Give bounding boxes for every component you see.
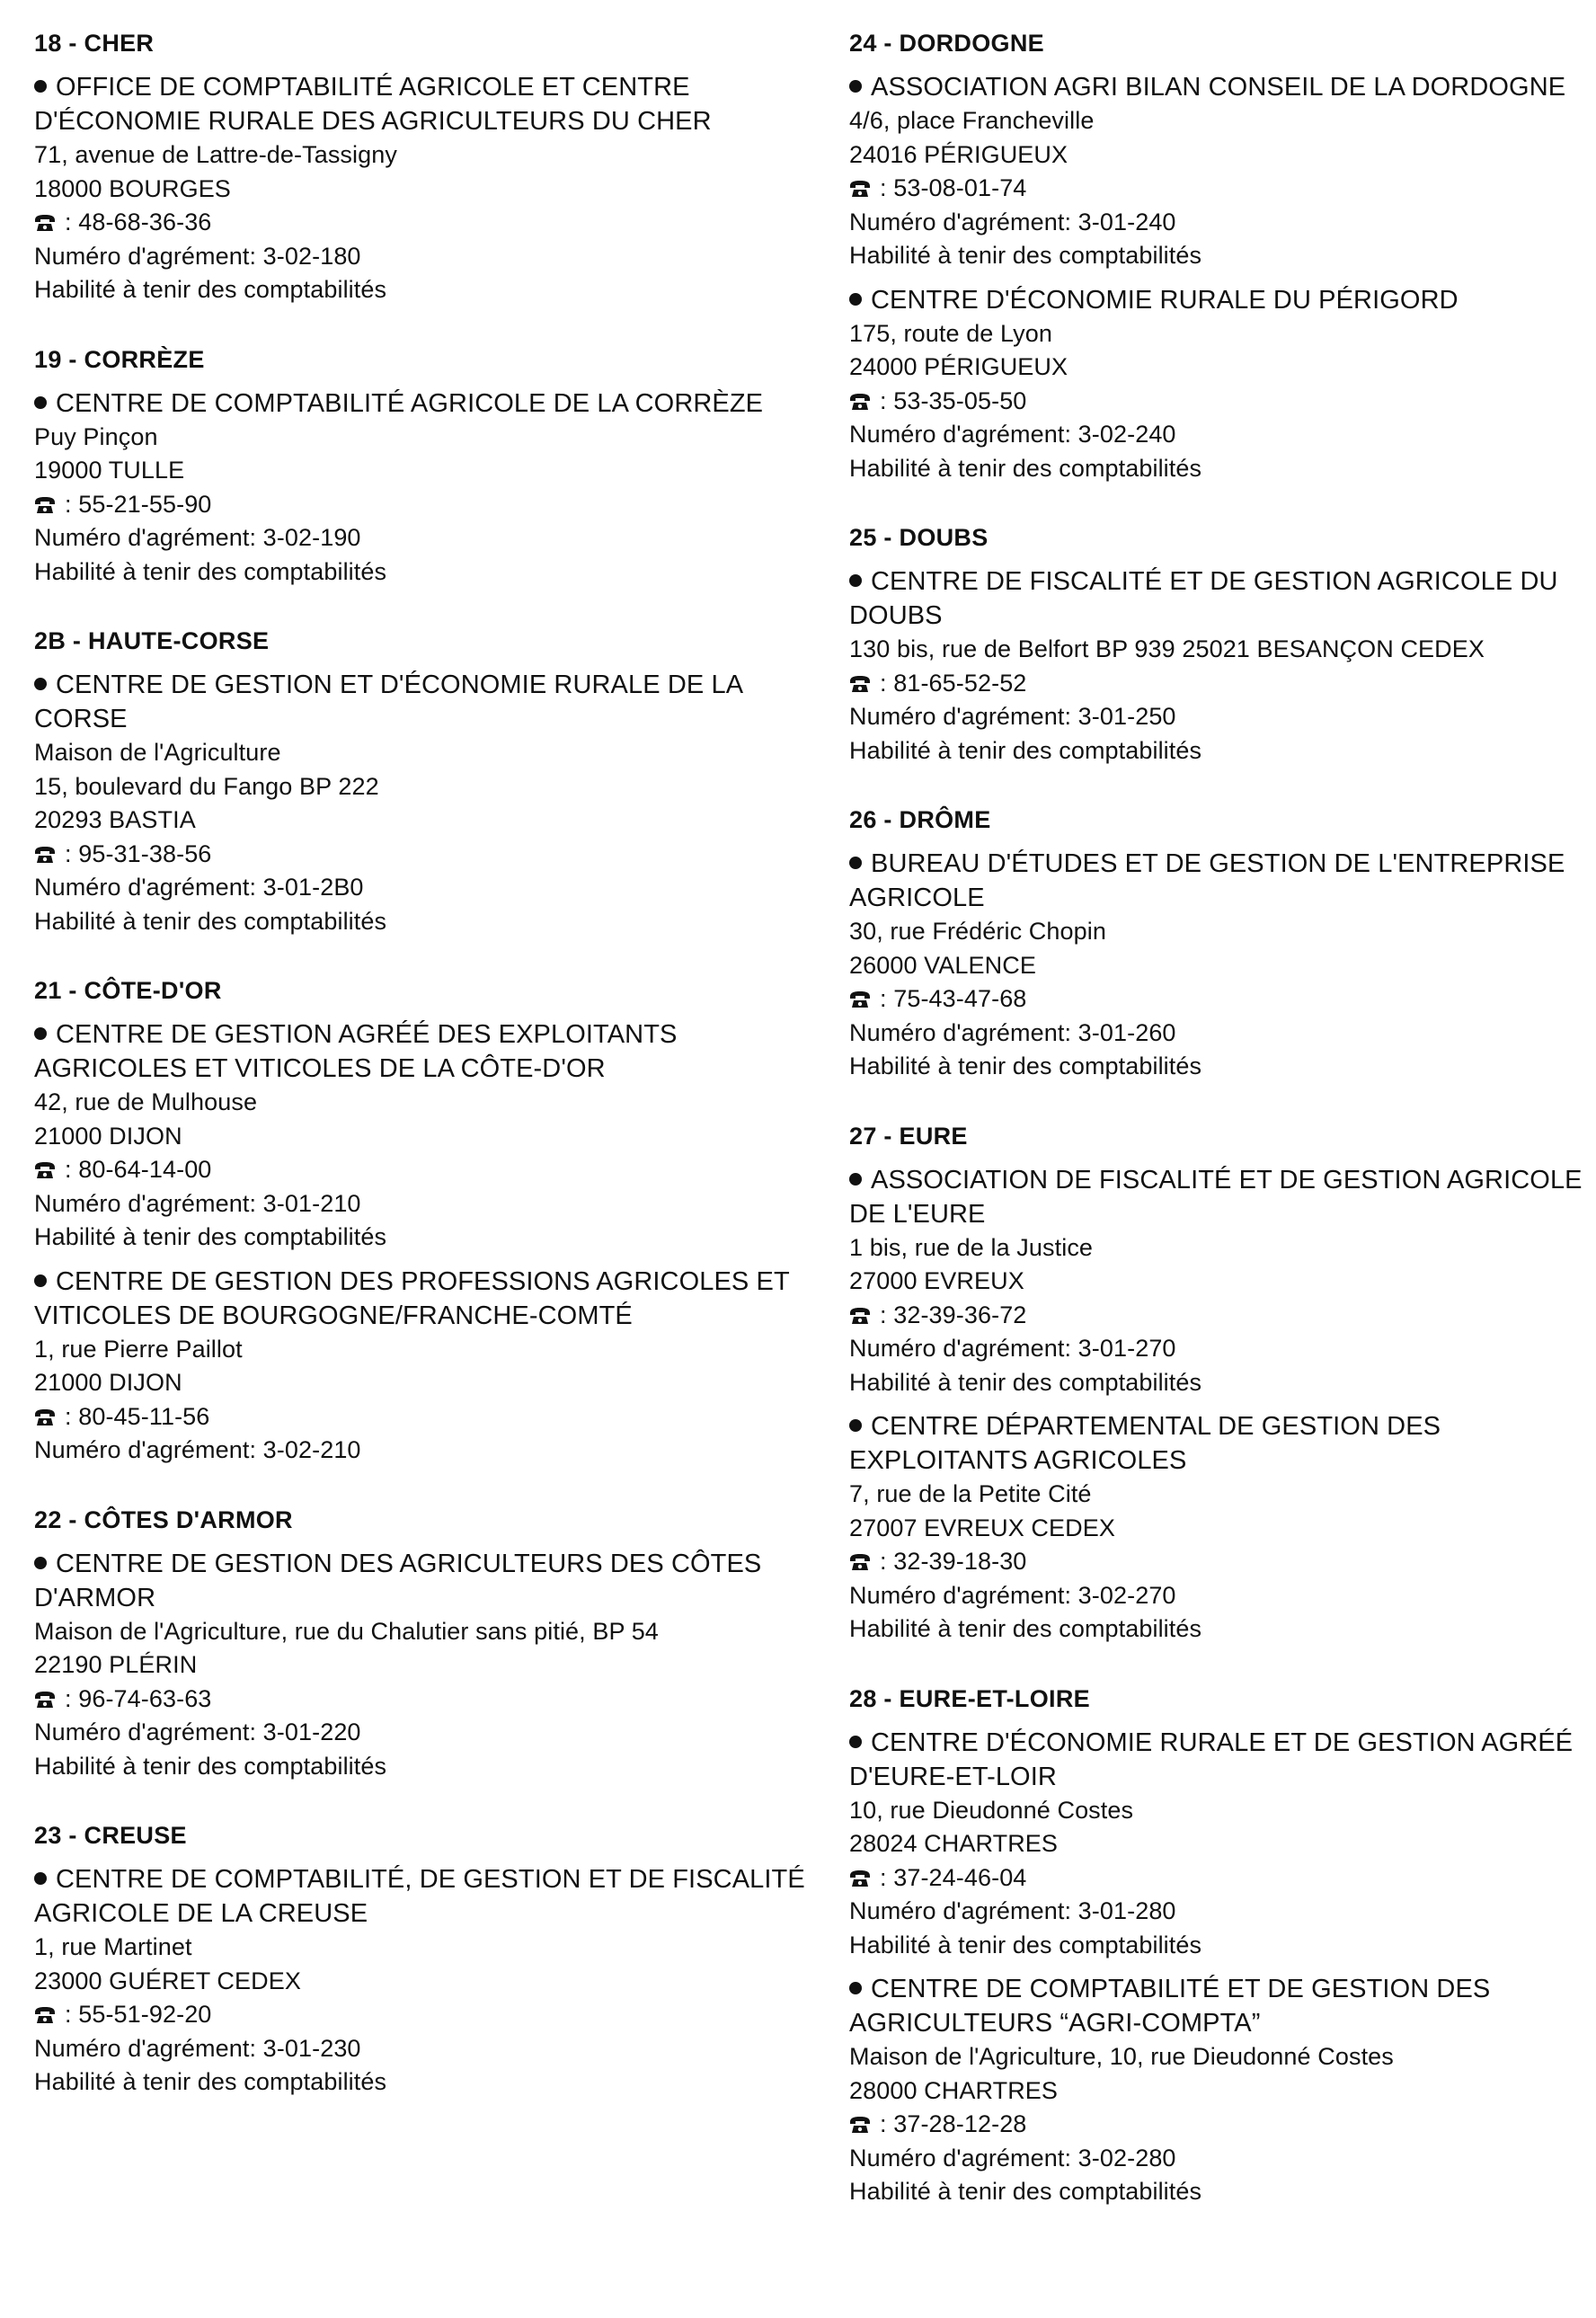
- organization-name: OFFICE DE COMPTABILITÉ AGRICOLE ET CENTRE D'ÉCONOMIE RURALE DES AGRICULTEURS DU CHER: [34, 73, 712, 136]
- address-line: 21000 DIJON: [34, 1369, 182, 1396]
- telephone-icon: [849, 2109, 871, 2127]
- organization-entry: [849, 1972, 1596, 2209]
- organization-name-row: [849, 283, 1596, 317]
- phone-number: 37-28-12-28: [893, 2110, 1027, 2137]
- organization-entry: [849, 1163, 1596, 1400]
- agrement-number: Numéro d'agrément: 3-02-210: [34, 1436, 361, 1463]
- agrement-number: Numéro d'agrément: 3-02-280: [849, 2144, 1176, 2171]
- organization-name-row: [34, 386, 807, 421]
- phone-row: [34, 206, 807, 240]
- address-line: 24016 PÉRIGUEUX: [849, 140, 1068, 168]
- organization-entry: [849, 70, 1596, 273]
- phone-separator: :: [65, 490, 72, 518]
- agrement-number: Numéro d'agrément: 3-01-250: [849, 703, 1176, 730]
- agrement-number: Numéro d'agrément: 3-02-180: [34, 242, 361, 270]
- bullet-icon: [34, 80, 47, 93]
- address-line: 71, avenue de Lattre-de-Tassigny: [34, 141, 397, 168]
- telephone-icon: [34, 1684, 56, 1702]
- telephone-icon: [849, 386, 871, 404]
- address-line: 30, rue Frédéric Chopin: [849, 918, 1106, 945]
- address-line: 20293 BASTIA: [34, 806, 196, 833]
- organization-name-row: [849, 1972, 1596, 2040]
- organization-entry: [34, 386, 807, 590]
- department-title: 26 - DRÔME: [849, 806, 991, 833]
- phone-row: [849, 172, 1596, 206]
- phone-separator: :: [880, 1301, 887, 1328]
- department-title: 24 - DORDOGNE: [849, 30, 1044, 57]
- agrement-number: Numéro d'agrément: 3-02-240: [849, 421, 1176, 448]
- organization-name: CENTRE DE GESTION AGRÉÉ DES EXPLOITANTS AGRICOLES ET VITICOLES DE LA CÔTE-D'OR: [34, 1020, 678, 1083]
- telephone-icon: [34, 839, 56, 857]
- organization-name: BUREAU D'ÉTUDES ET DE GESTION DE L'ENTREPRISE AGRICOLE: [849, 849, 1565, 912]
- address-line: Maison de l'Agriculture, 10, rue Dieudonné Costes: [849, 2043, 1394, 2070]
- organization-entry: [849, 1409, 1596, 1647]
- bullet-icon: [34, 678, 47, 690]
- address-line: 24000 PÉRIGUEUX: [849, 353, 1068, 380]
- habilitation-text: Habilité à tenir des comptabilités: [849, 1052, 1202, 1079]
- organization-name: CENTRE DE FISCALITÉ ET DE GESTION AGRICOLE DU DOUBS: [849, 567, 1558, 630]
- habilitation-text: Habilité à tenir des comptabilités: [34, 2068, 387, 2095]
- phone-separator: :: [880, 386, 887, 414]
- phone-row: [34, 1400, 807, 1434]
- agrement-number: Numéro d'agrément: 3-01-230: [34, 2034, 361, 2062]
- organization-name-row: [34, 1862, 807, 1931]
- habilitation-text: Habilité à tenir des comptabilités: [849, 1368, 1202, 1396]
- department-title: 23 - CREUSE: [34, 1822, 187, 1849]
- phone-separator: :: [65, 2001, 72, 2028]
- telephone-icon: [34, 1155, 56, 1173]
- department-section: [849, 1683, 1596, 2209]
- phone-number: 53-08-01-74: [893, 174, 1027, 201]
- agrement-number: Numéro d'agrément: 3-01-2B0: [34, 874, 364, 901]
- organization-entry: [849, 564, 1596, 768]
- agrement-number: Numéro d'agrément: 3-02-270: [849, 1581, 1176, 1609]
- telephone-icon: [849, 1547, 871, 1565]
- phone-row: [849, 667, 1596, 701]
- bullet-icon: [849, 1982, 862, 1994]
- address-line: Puy Pinçon: [34, 422, 158, 450]
- phone-number: 75-43-47-68: [893, 985, 1027, 1012]
- telephone-icon: [849, 1301, 871, 1319]
- organization-name-row: [34, 668, 807, 736]
- phone-separator: :: [65, 1156, 72, 1183]
- organization-name-row: [34, 1547, 807, 1615]
- phone-separator: :: [880, 985, 887, 1012]
- organization-name-row: [849, 1163, 1596, 1231]
- bullet-icon: [849, 293, 862, 306]
- phone-number: 32-39-18-30: [893, 1548, 1027, 1575]
- organization-name: CENTRE DE GESTION ET D'ÉCONOMIE RURALE DE LA CORSE: [34, 671, 742, 733]
- phone-separator: :: [65, 209, 72, 235]
- address-line: 10, rue Dieudonné Costes: [849, 1796, 1134, 1824]
- department-title: 28 - EURE-ET-LOIRE: [849, 1684, 1090, 1712]
- phone-separator: :: [65, 839, 72, 867]
- organization-name-row: [849, 564, 1596, 633]
- organization-name: ASSOCIATION AGRI BILAN CONSEIL DE LA DORDOGNE: [871, 73, 1566, 102]
- phone-separator: :: [65, 1684, 72, 1712]
- organization-entry: [34, 1265, 807, 1468]
- organization-name-row: [849, 70, 1596, 104]
- habilitation-text: Habilité à tenir des comptabilités: [34, 1223, 387, 1250]
- phone-row: [849, 1545, 1596, 1579]
- telephone-icon: [849, 173, 871, 191]
- phone-number: 48-68-36-36: [78, 209, 212, 235]
- habilitation-text: Habilité à tenir des comptabilités: [34, 276, 387, 303]
- organization-name: CENTRE DE COMPTABILITÉ, DE GESTION ET DE FISCALITÉ AGRICOLE DE LA CREUSE: [34, 1865, 805, 1928]
- address-line: 15, boulevard du Fango BP 222: [34, 772, 379, 800]
- bullet-icon: [849, 1419, 862, 1432]
- phone-number: 95-31-38-56: [78, 839, 212, 867]
- agrement-number: Numéro d'agrément: 3-01-240: [849, 208, 1176, 235]
- department-title: 25 - DOUBS: [849, 524, 989, 551]
- habilitation-text: Habilité à tenir des comptabilités: [849, 454, 1202, 482]
- organization-name: CENTRE DE GESTION DES PROFESSIONS AGRICOLES ET VITICOLES DE BOURGOGNE/FRANCHE-COMTÉ: [34, 1266, 790, 1330]
- habilitation-text: Habilité à tenir des comptabilités: [849, 2178, 1202, 2205]
- phone-row: [849, 385, 1596, 419]
- telephone-icon: [849, 669, 871, 687]
- organization-entry: [849, 1726, 1596, 1963]
- address-line: 7, rue de la Petite Cité: [849, 1480, 1092, 1507]
- telephone-icon: [849, 984, 871, 1002]
- habilitation-text: Habilité à tenir des comptabilités: [849, 1615, 1202, 1642]
- telephone-icon: [849, 1863, 871, 1881]
- department-section: [34, 343, 807, 590]
- organization-entry: [34, 1862, 807, 2100]
- phone-separator: :: [880, 1548, 887, 1575]
- address-line: 22190 PLÉRIN: [34, 1651, 198, 1678]
- department-title: 19 - CORRÈZE: [34, 345, 205, 373]
- bullet-icon: [849, 80, 862, 93]
- organization-name-row: [849, 1726, 1596, 1794]
- phone-separator: :: [880, 669, 887, 697]
- agrement-number: Numéro d'agrément: 3-01-220: [34, 1719, 361, 1745]
- phone-separator: :: [880, 1863, 887, 1891]
- phone-row: [849, 2108, 1596, 2142]
- address-line: 28024 CHARTRES: [849, 1830, 1059, 1857]
- habilitation-text: Habilité à tenir des comptabilités: [849, 736, 1202, 764]
- department-section: [34, 625, 807, 938]
- organization-name: CENTRE DE COMPTABILITÉ AGRICOLE DE LA CORRÈZE: [56, 388, 764, 418]
- bullet-icon: [849, 574, 862, 587]
- organization-entry: [34, 70, 807, 307]
- habilitation-text: Habilité à tenir des comptabilités: [34, 907, 387, 935]
- department-title: 18 - CHER: [34, 30, 155, 57]
- phone-number: 81-65-52-52: [893, 669, 1027, 697]
- phone-separator: :: [880, 2110, 887, 2137]
- agrement-number: Numéro d'agrément: 3-01-280: [849, 1897, 1176, 1924]
- phone-row: [34, 1683, 807, 1717]
- organization-name-row: [34, 1017, 807, 1086]
- organization-name: CENTRE DE GESTION DES AGRICULTEURS DES CÔTES D'ARMOR: [34, 1549, 762, 1612]
- agrement-number: Numéro d'agrément: 3-02-190: [34, 524, 361, 551]
- organization-entry: [34, 1547, 807, 1784]
- department-title: 27 - EURE: [849, 1122, 968, 1150]
- phone-row: [34, 1998, 807, 2032]
- phone-number: 53-35-05-50: [893, 386, 1027, 414]
- agrement-number: Numéro d'agrément: 3-01-210: [34, 1189, 361, 1217]
- telephone-icon: [34, 2000, 56, 2018]
- bullet-icon: [34, 1872, 47, 1885]
- telephone-icon: [34, 1402, 56, 1420]
- department-title: 21 - CÔTE-D'OR: [34, 977, 222, 1004]
- phone-separator: :: [880, 174, 887, 201]
- address-line: 19000 TULLE: [34, 457, 185, 484]
- organization-name-row: [849, 1409, 1596, 1478]
- phone-number: 37-24-46-04: [893, 1863, 1027, 1891]
- bullet-icon: [34, 1274, 47, 1287]
- phone-number: 32-39-36-72: [893, 1301, 1027, 1328]
- organization-entry: [849, 283, 1596, 486]
- department-section: [849, 804, 1596, 1084]
- organization-entry: [849, 847, 1596, 1084]
- habilitation-text: Habilité à tenir des comptabilités: [849, 242, 1202, 269]
- phone-row: [34, 838, 807, 872]
- department-title: 2B - HAUTE-CORSE: [34, 627, 270, 654]
- left-column: [34, 27, 807, 2136]
- phone-number: 80-64-14-00: [78, 1156, 212, 1183]
- address-line: 175, route de Lyon: [849, 319, 1052, 347]
- phone-number: 80-45-11-56: [78, 1402, 210, 1430]
- address-line: 1, rue Pierre Paillot: [34, 1335, 243, 1363]
- organization-name: CENTRE D'ÉCONOMIE RURALE ET DE GESTION AGRÉÉ D'EURE-ET-LOIR: [849, 1727, 1574, 1791]
- telephone-icon: [34, 490, 56, 508]
- phone-separator: :: [65, 1402, 72, 1430]
- organization-name-row: [849, 847, 1596, 915]
- phone-number: 55-51-92-20: [78, 2001, 212, 2028]
- address-line: 27007 EVREUX CEDEX: [849, 1514, 1115, 1541]
- address-line: 23000 GUÉRET CEDEX: [34, 1967, 301, 1994]
- department-section: [34, 1819, 807, 2100]
- agrement-number: Numéro d'agrément: 3-01-260: [849, 1018, 1176, 1046]
- telephone-icon: [34, 208, 56, 226]
- organization-entry: [34, 1017, 807, 1255]
- department-section: [34, 27, 807, 307]
- agrement-number: Numéro d'agrément: 3-01-270: [849, 1335, 1176, 1362]
- organization-entry: [34, 668, 807, 938]
- phone-row: [849, 982, 1596, 1017]
- address-line: 130 bis, rue de Belfort BP 939 25021 BESANÇON CEDEX: [849, 635, 1485, 662]
- address-line: Maison de l'Agriculture: [34, 739, 281, 766]
- address-line: 42, rue de Mulhouse: [34, 1088, 258, 1115]
- organization-name-row: [34, 70, 807, 138]
- bullet-icon: [849, 857, 862, 869]
- department-section: [849, 521, 1596, 768]
- department-section: [849, 1120, 1596, 1647]
- bullet-icon: [849, 1736, 862, 1748]
- phone-row: [34, 488, 807, 522]
- address-line: Maison de l'Agriculture, rue du Chalutier sans pitié, BP 54: [34, 1617, 659, 1645]
- address-line: 18000 BOURGES: [34, 174, 231, 202]
- address-line: 26000 VALENCE: [849, 951, 1036, 979]
- department-section: [849, 27, 1596, 485]
- bullet-icon: [849, 1173, 862, 1186]
- right-column: [849, 27, 1596, 2245]
- address-line: 28000 CHARTRES: [849, 2076, 1059, 2104]
- organization-name: CENTRE D'ÉCONOMIE RURALE DU PÉRIGORD: [871, 285, 1459, 315]
- bullet-icon: [34, 1027, 47, 1040]
- address-line: 1 bis, rue de la Justice: [849, 1233, 1094, 1261]
- organization-name: ASSOCIATION DE FISCALITÉ ET DE GESTION AGRICOLE DE L'EURE: [849, 1165, 1583, 1229]
- organization-name: CENTRE DE COMPTABILITÉ ET DE GESTION DES AGRICULTEURS “AGRI-COMPTA”: [849, 1975, 1491, 2038]
- address-line: 1, rue Martinet: [34, 1933, 192, 1960]
- phone-row: [849, 1861, 1596, 1896]
- department-section: [34, 1504, 807, 1784]
- habilitation-text: Habilité à tenir des comptabilités: [34, 557, 387, 585]
- phone-number: 55-21-55-90: [78, 490, 212, 518]
- phone-number: 96-74-63-63: [78, 1684, 212, 1712]
- address-line: 27000 EVREUX: [849, 1267, 1024, 1294]
- habilitation-text: Habilité à tenir des comptabilités: [34, 1752, 387, 1780]
- organization-name: CENTRE DÉPARTEMENTAL DE GESTION DES EXPLOITANTS AGRICOLES: [849, 1412, 1441, 1475]
- bullet-icon: [34, 1557, 47, 1569]
- phone-row: [849, 1299, 1596, 1333]
- phone-row: [34, 1153, 807, 1187]
- department-title: 22 - CÔTES D'ARMOR: [34, 1505, 293, 1533]
- habilitation-text: Habilité à tenir des comptabilités: [849, 1931, 1202, 1958]
- department-section: [34, 974, 807, 1468]
- bullet-icon: [34, 396, 47, 409]
- address-line: 21000 DIJON: [34, 1122, 182, 1150]
- organization-name-row: [34, 1265, 807, 1333]
- address-line: 4/6, place Francheville: [849, 107, 1095, 134]
